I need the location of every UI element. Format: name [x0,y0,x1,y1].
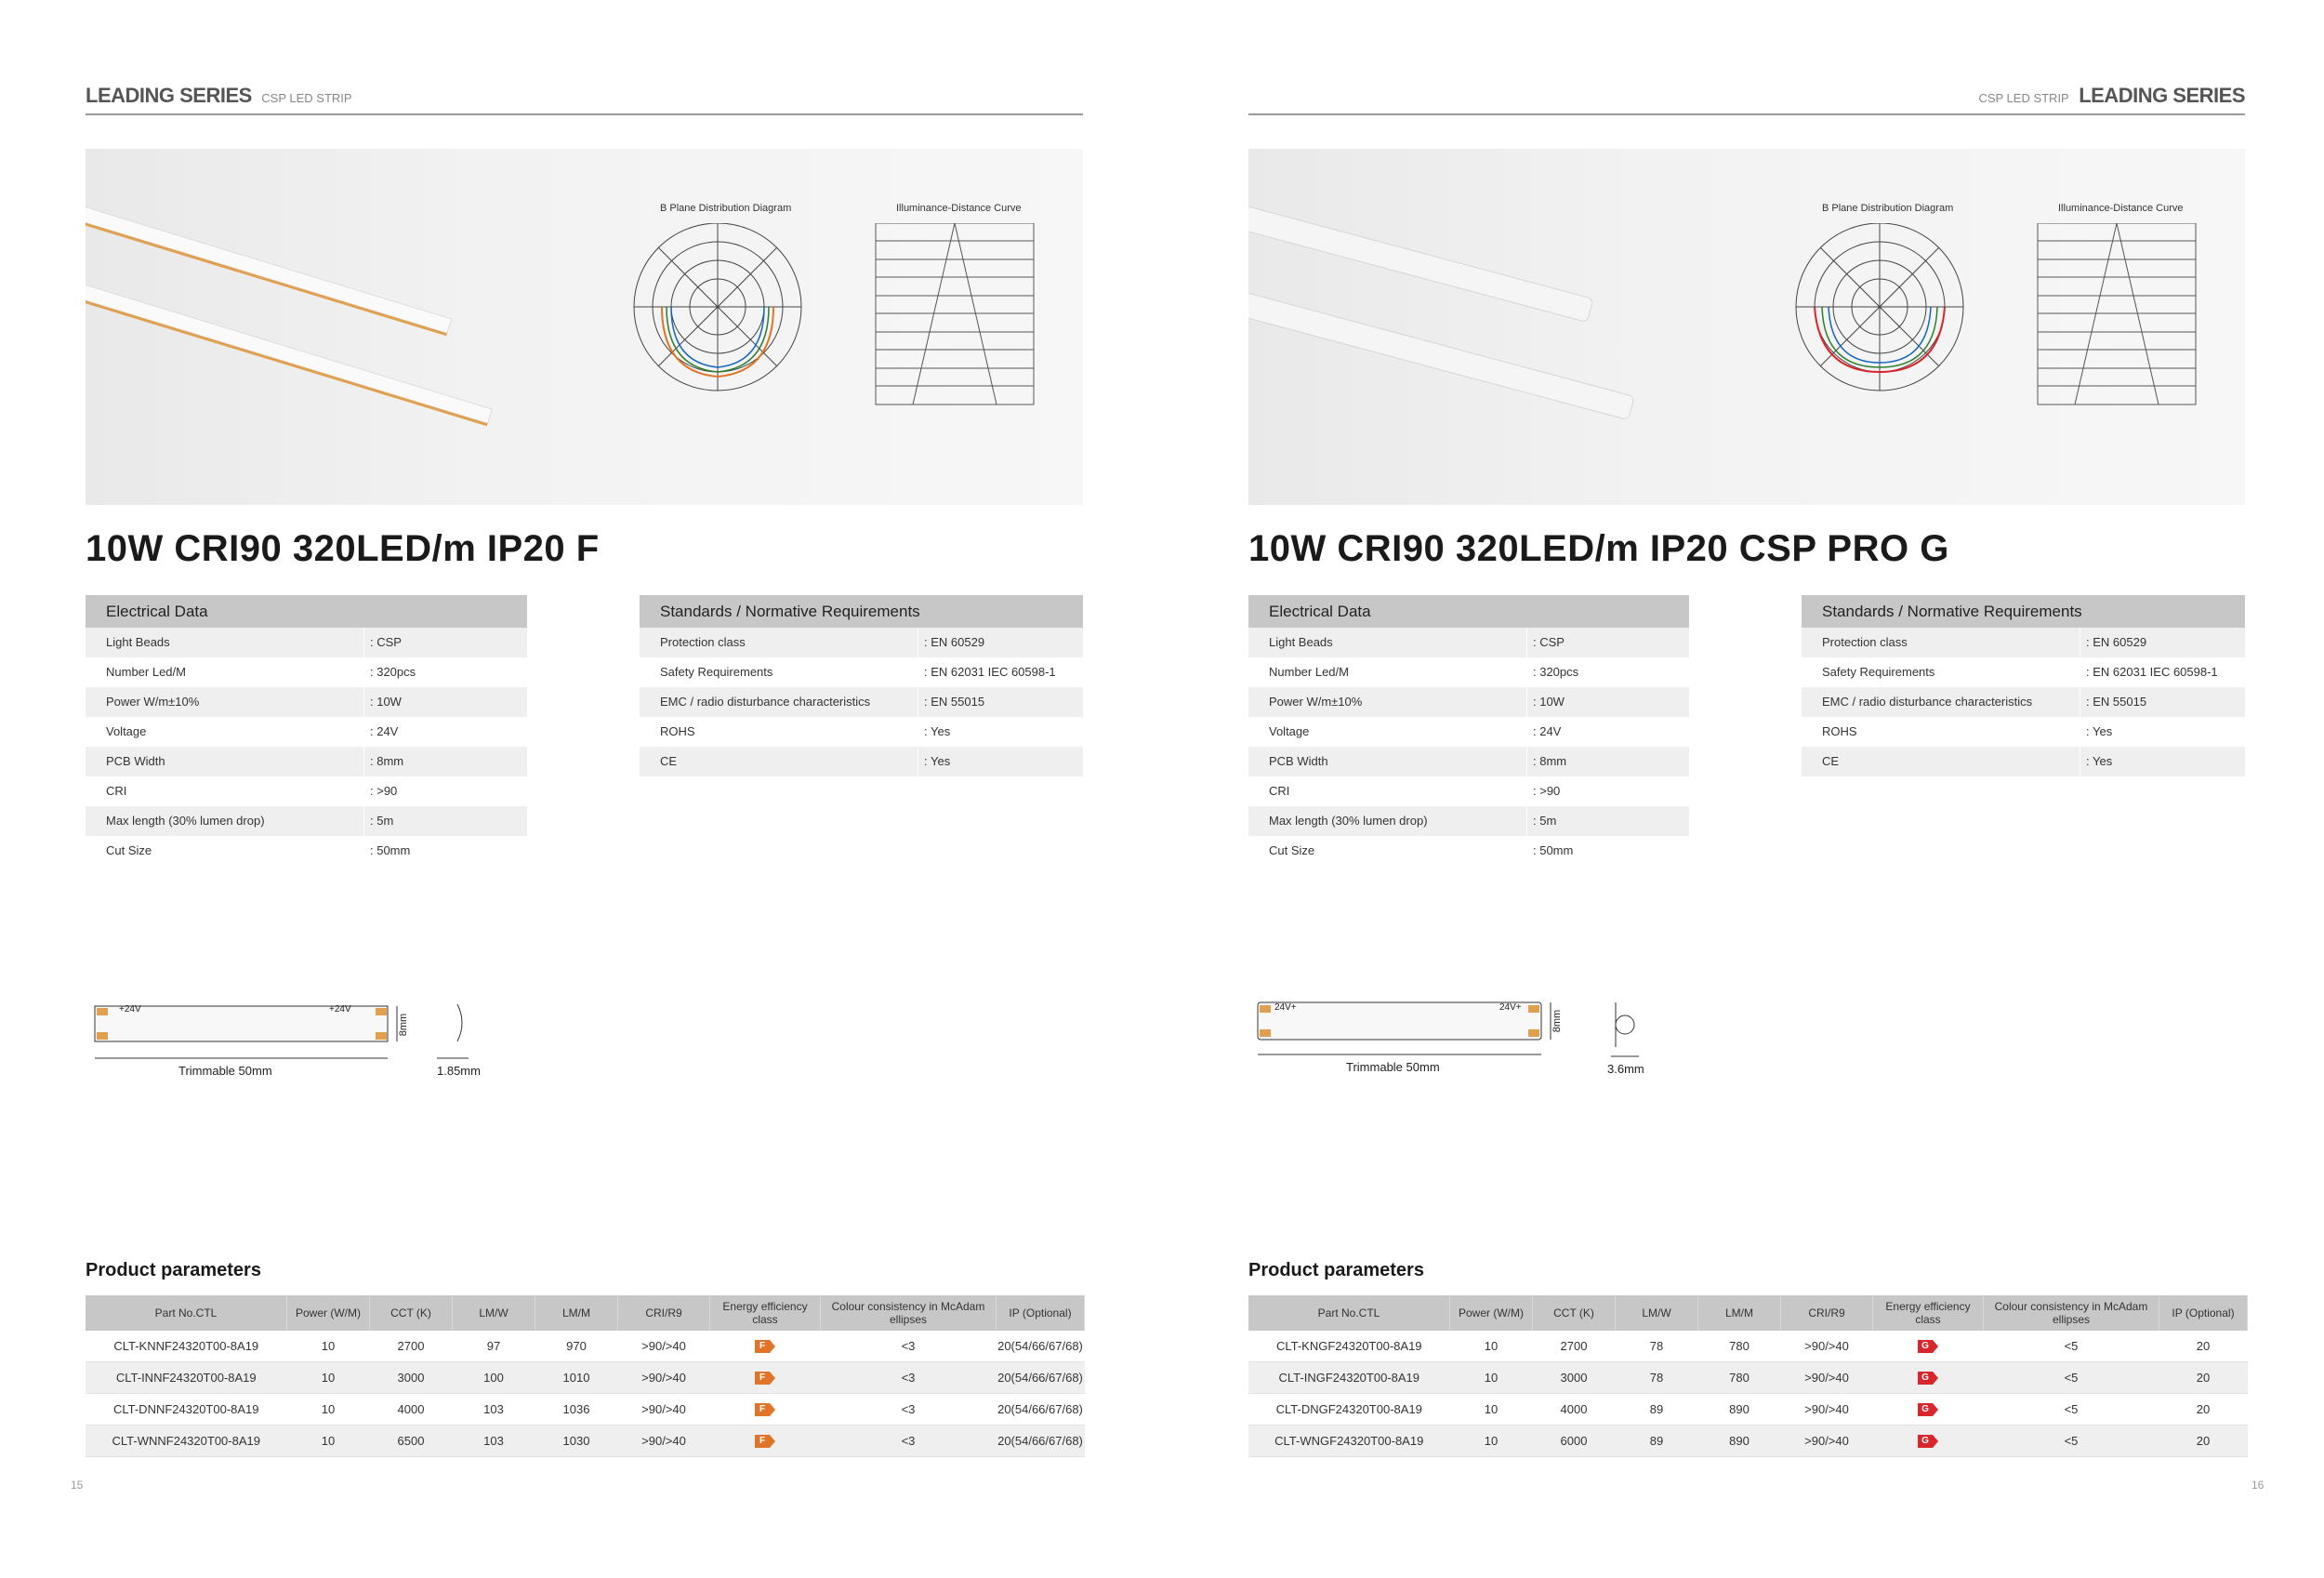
polar-diagram-title: B Plane Distribution Diagram [660,203,792,214]
col-header: CRI/R9 [1781,1295,1873,1331]
table-cell: 78 [1616,1362,1698,1394]
table-cell: >90/>40 [1781,1362,1873,1394]
table-row [1248,717,1689,747]
dim-plus-left: +24V [119,1004,141,1014]
table-cell: 780 [1698,1362,1781,1394]
col-header: LM/W [453,1295,535,1331]
table-cell: <5 [1984,1331,2159,1362]
table-row [1802,657,2245,687]
row-value: : Yes [924,754,951,768]
dim-thickness: 3.6mm [1607,1062,1644,1076]
illuminance-curve [857,223,1043,418]
series-sub: CSP LED STRIP [1978,91,2069,105]
table-row [86,806,527,836]
table-cell: >90/>40 [618,1362,710,1394]
row-label: ROHS [1802,717,2080,747]
energy-class-badge: F [710,1331,821,1362]
row-label: Cut Size [1248,836,1527,866]
table-cell: <3 [821,1426,997,1457]
table-cell: 6500 [370,1426,453,1457]
table-cell: 4000 [370,1394,453,1426]
row-label: Number Led/M [86,657,364,687]
table-cell: 103 [453,1426,535,1457]
table-cell: 89 [1616,1394,1698,1426]
table-header-row [1248,1295,2248,1331]
row-value: : 8mm [370,754,404,768]
table-header-row [86,1295,1085,1331]
col-header: LM/W [1616,1295,1698,1331]
page-number: 15 [71,1479,84,1492]
col-header: IP (Optional) [997,1295,1085,1331]
standards-heading: Standards / Normative Requirements [640,595,1083,628]
col-header: Part No.CTL [1248,1295,1450,1331]
table-cell: >90/>40 [618,1426,710,1457]
col-header: Energy efficiency class [710,1295,821,1331]
dimension-drawing [86,995,513,1097]
table-cell: 10 [1450,1331,1533,1362]
row-value: : 320pcs [370,665,416,679]
table-cell: 20(54/66/67/68) [997,1426,1085,1457]
energy-class-badge: F [710,1394,821,1426]
row-value: : Yes [2086,754,2113,768]
table-cell: 20 [2159,1426,2248,1457]
table-row [86,657,527,687]
table-cell: <3 [821,1362,997,1394]
table-cell: CLT-KNGF24320T00-8A19 [1248,1331,1450,1362]
row-label: EMC / radio disturbance characteristics [640,687,918,717]
dim-height: 8mm [1552,1009,1564,1033]
table-row [1802,747,2245,776]
table-row [86,1362,1085,1394]
row-label: Max length (30% lumen drop) [86,806,364,836]
table-cell: >90/>40 [1781,1394,1873,1426]
row-label: Safety Requirements [640,657,918,687]
row-label: CRI [86,776,364,806]
table-cell: <5 [1984,1362,2159,1394]
table-cell: >90/>40 [1781,1331,1873,1362]
page-number: 16 [2251,1479,2265,1492]
product-title: 10W CRI90 320LED/m IP20 CSP PRO G [1248,528,1949,569]
col-header: Power (W/M) [287,1295,370,1331]
table-row [640,717,1083,747]
electrical-data-table [86,595,527,866]
row-label: CRI [1248,776,1527,806]
row-label: CE [640,747,918,776]
table-row [1248,836,1689,866]
table-cell: <5 [1984,1394,2159,1426]
col-header: LM/M [1698,1295,1781,1331]
row-value: : EN 55015 [924,695,985,709]
table-cell: 103 [453,1394,535,1426]
table-cell: <3 [821,1394,997,1426]
table-cell: 89 [1616,1426,1698,1457]
table-row [1802,628,2245,657]
dimension-drawing [1248,995,1676,1097]
row-label: Max length (30% lumen drop) [1248,806,1527,836]
table-cell: 20(54/66/67/68) [997,1331,1085,1362]
col-header: LM/M [535,1295,618,1331]
dim-thickness: 1.85mm [437,1064,481,1078]
row-value: : EN 55015 [2086,695,2147,709]
table-cell: 970 [535,1331,618,1362]
table-cell: 100 [453,1362,535,1394]
table-cell: CLT-KNNF24320T00-8A19 [86,1331,287,1362]
row-value: : CSP [1533,635,1565,649]
row-value: : Yes [2086,724,2113,738]
col-header: CCT (K) [370,1295,453,1331]
table-row [640,747,1083,776]
col-header: Colour consistency in McAdam ellipses [821,1295,997,1331]
table-cell: CLT-WNNF24320T00-8A19 [86,1426,287,1457]
product-hero-image [1248,149,2245,505]
table-cell: 780 [1698,1331,1781,1362]
table-cell: 10 [287,1331,370,1362]
table-row [1248,657,1689,687]
dim-trim: Trimmable 50mm [1346,1060,1440,1074]
row-value: : 5m [370,814,394,828]
row-label: Protection class [1802,628,2080,657]
col-header: IP (Optional) [2159,1295,2248,1331]
table-cell: 10 [287,1362,370,1394]
table-cell: 1030 [535,1426,618,1457]
table-cell: 10 [1450,1394,1533,1426]
table-cell: CLT-INGF24320T00-8A19 [1248,1362,1450,1394]
row-label: Safety Requirements [1802,657,2080,687]
col-header: CRI/R9 [618,1295,710,1331]
table-cell: CLT-DNNF24320T00-8A19 [86,1394,287,1426]
table-row [1802,717,2245,747]
series-name: LEADING SERIES [86,84,252,107]
row-label: PCB Width [1248,747,1527,776]
row-value: : 50mm [370,843,411,857]
product-hero-image [86,149,1083,505]
polar-diagram-title: B Plane Distribution Diagram [1822,203,1954,214]
dim-plus-right: +24V [329,1004,351,1014]
energy-class-badge: F [710,1426,821,1457]
table-cell: CLT-WNGF24320T00-8A19 [1248,1426,1450,1457]
page-header [1248,84,2245,115]
row-label: EMC / radio disturbance characteristics [1802,687,2080,717]
electrical-data-table [1248,595,1689,866]
table-row [1248,1331,2248,1362]
table-row [1802,687,2245,717]
table-row [86,1394,1085,1426]
illuminance-curve [2019,223,2205,418]
col-header: Energy efficiency class [1873,1295,1984,1331]
table-row [1248,806,1689,836]
energy-class-badge: F [710,1362,821,1394]
table-row [86,717,527,747]
table-row [1248,747,1689,776]
table-cell: 1036 [535,1394,618,1426]
page-right [1162,0,2324,1578]
table-cell: CLT-DNGF24320T00-8A19 [1248,1394,1450,1426]
product-params-table [1248,1295,2248,1457]
product-title: 10W CRI90 320LED/m IP20 F [86,528,600,569]
row-value: : EN 62031 IEC 60598-1 [2086,665,2218,679]
row-label: Power W/m±10% [1248,687,1527,717]
row-label: ROHS [640,717,918,747]
row-label: Power W/m±10% [86,687,364,717]
row-label: Protection class [640,628,918,657]
electrical-data-heading: Electrical Data [1248,595,1689,628]
table-cell: 2700 [370,1331,453,1362]
col-header: Colour consistency in McAdam ellipses [1984,1295,2159,1331]
table-cell: 20 [2159,1362,2248,1394]
row-label: Light Beads [86,628,364,657]
row-value: : EN 62031 IEC 60598-1 [924,665,1056,679]
table-cell: <3 [821,1331,997,1362]
table-cell: 10 [287,1426,370,1457]
dim-plus-right: 24V+ [1499,1002,1522,1013]
table-cell: >90/>40 [618,1331,710,1362]
table-cell: 3000 [1533,1362,1616,1394]
row-value: : 320pcs [1533,665,1579,679]
params-body [1248,1331,2248,1457]
table-row [86,1331,1085,1362]
table-cell: 10 [1450,1362,1533,1394]
row-value: : 50mm [1533,843,1574,857]
table-cell: 1010 [535,1362,618,1394]
curve-diagram-title: Illuminance-Distance Curve [2058,203,2184,214]
strip-outline [86,995,513,1097]
table-row [1248,1362,2248,1394]
standards-table [640,595,1083,776]
energy-class-badge: G [1873,1394,1984,1426]
row-value: : 5m [1533,814,1557,828]
standards-table [1802,595,2245,776]
row-label: Light Beads [1248,628,1527,657]
table-cell: 78 [1616,1331,1698,1362]
params-title: Product parameters [86,1260,261,1280]
dim-trim: Trimmable 50mm [178,1064,272,1078]
col-header: Part No.CTL [86,1295,287,1331]
row-value: : 24V [370,724,399,738]
table-cell: 20 [2159,1331,2248,1362]
table-row [1248,1394,2248,1426]
table-cell: 890 [1698,1394,1781,1426]
curve-diagram-title: Illuminance-Distance Curve [896,203,1022,214]
table-row [86,747,527,776]
row-value: : Yes [924,724,951,738]
col-header: Power (W/M) [1450,1295,1533,1331]
table-row [86,836,527,866]
table-row [1248,776,1689,806]
table-cell: <5 [1984,1426,2159,1457]
table-cell: 3000 [370,1362,453,1394]
table-row [1248,628,1689,657]
table-cell: 20(54/66/67/68) [997,1362,1085,1394]
table-cell: CLT-INNF24320T00-8A19 [86,1362,287,1394]
table-cell: 4000 [1533,1394,1616,1426]
table-cell: 890 [1698,1426,1781,1457]
polar-diagram [1787,223,1973,409]
dim-height: 8mm [398,1013,410,1037]
table-cell: 2700 [1533,1331,1616,1362]
table-row [640,657,1083,687]
table-row [1248,687,1689,717]
row-value: : >90 [370,784,398,798]
col-header: CCT (K) [1533,1295,1616,1331]
dim-plus-left: 24V+ [1274,1002,1297,1013]
row-label: Voltage [1248,717,1527,747]
table-row [86,687,527,717]
series-name: LEADING SERIES [2079,84,2245,107]
row-value: : EN 60529 [2086,635,2147,649]
polar-diagram [625,223,811,409]
table-cell: 20(54/66/67/68) [997,1394,1085,1426]
row-label: Number Led/M [1248,657,1527,687]
strip-outline [1248,995,1676,1097]
row-value: : 24V [1533,724,1562,738]
table-cell: 97 [453,1331,535,1362]
energy-class-badge: G [1873,1331,1984,1362]
product-params-table [86,1295,1085,1457]
table-row [86,628,527,657]
table-row [86,1426,1085,1457]
page-header [86,84,1083,115]
row-value: : 10W [1533,695,1565,709]
table-row [1248,1426,2248,1457]
electrical-data-heading: Electrical Data [86,595,527,628]
energy-class-badge: G [1873,1362,1984,1394]
params-title: Product parameters [1248,1260,1424,1280]
row-label: PCB Width [86,747,364,776]
row-label: Cut Size [86,836,364,866]
energy-class-badge: G [1873,1426,1984,1457]
table-cell: 20 [2159,1394,2248,1426]
table-cell: 10 [287,1394,370,1426]
standards-heading: Standards / Normative Requirements [1802,595,2245,628]
table-row [86,776,527,806]
row-value: : CSP [370,635,402,649]
series-sub: CSP LED STRIP [261,91,352,105]
table-cell: >90/>40 [1781,1426,1873,1457]
row-value: : 10W [370,695,402,709]
row-label: Voltage [86,717,364,747]
row-value: : >90 [1533,784,1561,798]
row-value: : EN 60529 [924,635,985,649]
table-row [640,628,1083,657]
row-label: CE [1802,747,2080,776]
table-cell: 10 [1450,1426,1533,1457]
table-cell: 6000 [1533,1426,1616,1457]
row-value: : 8mm [1533,754,1567,768]
table-row [640,687,1083,717]
params-body [86,1331,1085,1457]
table-cell: >90/>40 [618,1394,710,1426]
